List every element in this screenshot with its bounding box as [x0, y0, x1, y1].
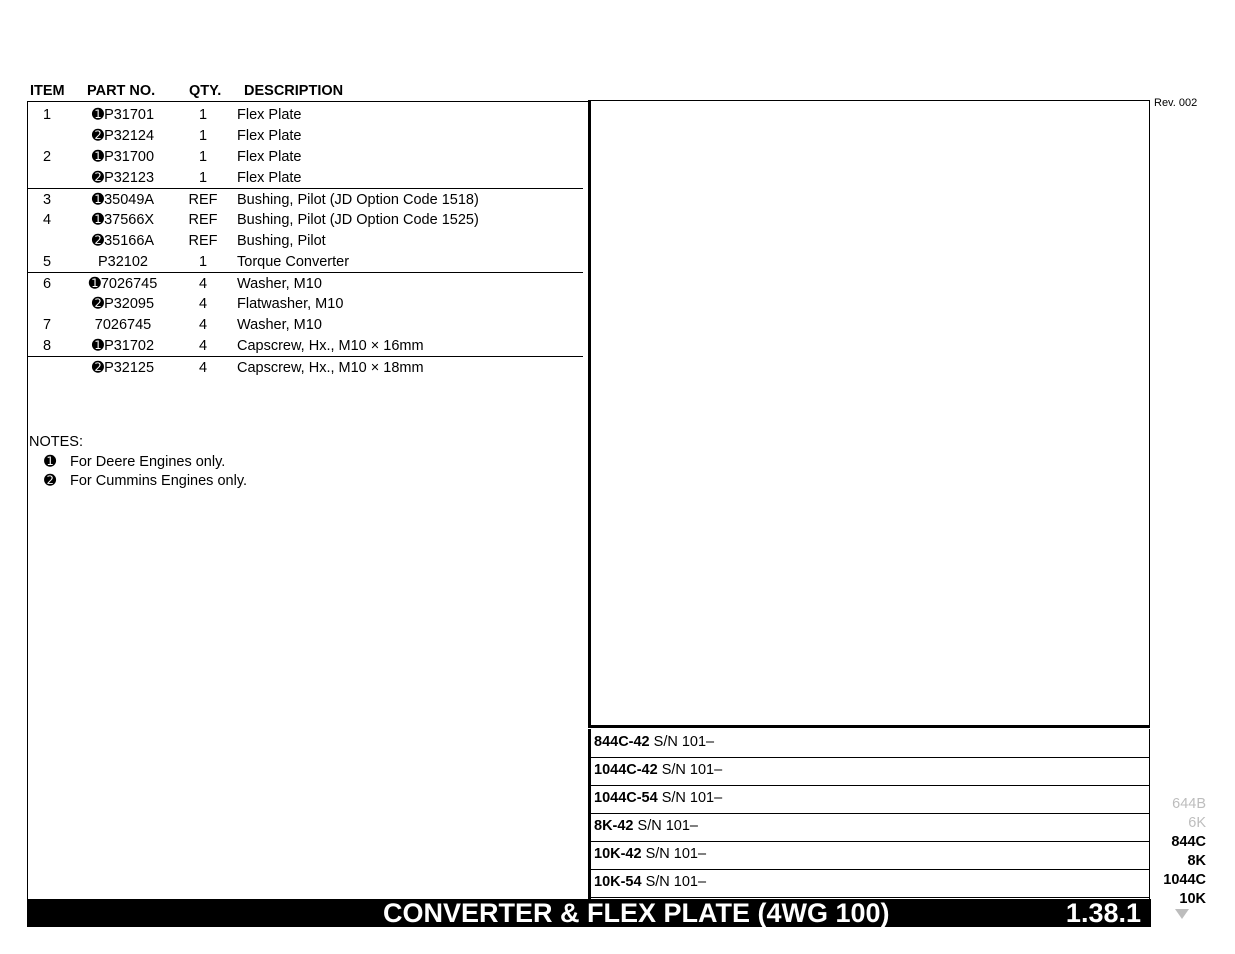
part-number-cell: ➋P32124	[91, 128, 155, 144]
description-cell: Flex Plate	[237, 107, 302, 123]
serial-row	[591, 813, 1150, 842]
item-cell: 5	[42, 254, 52, 270]
model-index-item[interactable]: 6K	[1188, 815, 1206, 831]
description-cell: Flex Plate	[237, 128, 302, 144]
serial-range: S/N 101–	[661, 762, 723, 778]
qty-cell: 4	[198, 276, 208, 292]
header-description: DESCRIPTION	[244, 83, 344, 99]
note-bullet: ➋	[44, 473, 57, 489]
model-name: 10K-42	[594, 846, 642, 862]
item-cell: 2	[42, 149, 52, 165]
serial-entry	[594, 762, 722, 778]
model-index-item[interactable]: 644B	[1172, 796, 1206, 812]
serial-row	[591, 841, 1150, 870]
qty-cell: 1	[198, 149, 208, 165]
table-row	[28, 251, 583, 272]
serial-entry	[594, 846, 706, 862]
qty-cell: 4	[198, 296, 208, 312]
part-number-cell: ➋35166A	[91, 233, 155, 249]
header-item: ITEM	[30, 83, 65, 99]
item-cell: 7	[42, 317, 52, 333]
serial-entry	[594, 734, 714, 750]
model-index-item[interactable]: 10K	[1179, 891, 1206, 907]
qty-cell: 4	[198, 338, 208, 354]
model-index-item[interactable]: 844C	[1171, 834, 1206, 850]
note-text: For Deere Engines only.	[70, 454, 226, 470]
model-index	[1152, 795, 1206, 909]
serial-row	[591, 757, 1150, 786]
model-index-item[interactable]: 8K	[1187, 853, 1206, 869]
item-cell: 4	[42, 212, 52, 228]
description-cell: Bushing, Pilot	[237, 233, 326, 249]
serial-entry	[594, 790, 722, 806]
revision-label: Rev. 002	[1154, 97, 1198, 109]
illustration-panel	[588, 100, 1150, 728]
page-title: CONVERTER & FLEX PLATE (4WG 100)	[383, 898, 890, 928]
qty-cell: REF	[188, 212, 218, 228]
serial-range: S/N 101–	[645, 846, 707, 862]
description-cell: Capscrew, Hx., M10 × 18mm	[237, 360, 424, 376]
page-number: 1.38.1	[1065, 898, 1141, 928]
serial-range: S/N 101–	[661, 790, 723, 806]
model-index-item[interactable]: 1044C	[1163, 872, 1206, 888]
description-cell: Flex Plate	[237, 170, 302, 186]
note-text: For Cummins Engines only.	[70, 473, 248, 489]
serial-range: S/N 101–	[645, 874, 707, 890]
table-row	[28, 146, 583, 167]
description-cell: Bushing, Pilot (JD Option Code 1518)	[237, 192, 479, 208]
part-number-cell: ➊37566X	[91, 212, 155, 228]
table-row	[28, 272, 583, 294]
item-cell: 8	[42, 338, 52, 354]
qty-cell: REF	[188, 192, 218, 208]
qty-cell: 1	[198, 107, 208, 123]
part-number-cell: ➊35049A	[91, 192, 155, 208]
description-cell: Capscrew, Hx., M10 × 16mm	[237, 338, 424, 354]
table-row	[28, 104, 583, 125]
item-cell: 6	[42, 276, 52, 292]
footer-bar	[27, 899, 1151, 927]
item-cell: 3	[42, 192, 52, 208]
description-cell: Flex Plate	[237, 149, 302, 165]
part-number-cell: ➋P32123	[91, 170, 155, 186]
table-row	[28, 230, 583, 251]
part-number-cell: ➋P32095	[91, 296, 155, 312]
part-number-cell: P32102	[98, 254, 148, 270]
table-row	[28, 356, 583, 378]
description-cell: Flatwasher, M10	[237, 296, 344, 312]
part-number-cell: ➊7026745	[88, 276, 158, 292]
note-bullet: ➊	[44, 454, 57, 470]
part-number-cell: 7026745	[94, 317, 152, 333]
model-name: 844C-42	[594, 734, 650, 750]
part-number-cell: ➊P31701	[91, 107, 155, 123]
table-row	[28, 125, 583, 146]
part-number-cell: ➋P32125	[91, 360, 155, 376]
description-cell: Bushing, Pilot (JD Option Code 1525)	[237, 212, 479, 228]
serial-number-table	[588, 729, 1150, 899]
description-cell: Washer, M10	[237, 317, 322, 333]
header-qty: QTY.	[189, 83, 222, 99]
qty-cell: 1	[198, 128, 208, 144]
serial-row	[591, 869, 1150, 898]
model-name: 1044C-54	[594, 790, 658, 806]
serial-row	[591, 729, 1150, 758]
notes-title: NOTES:	[29, 434, 83, 450]
serial-entry	[594, 818, 698, 834]
down-triangle-icon[interactable]	[1172, 906, 1192, 922]
header-part-no: PART NO.	[87, 83, 156, 99]
table-row	[28, 209, 583, 230]
serial-entry	[594, 874, 706, 890]
description-cell: Torque Converter	[237, 254, 350, 270]
model-name: 1044C-42	[594, 762, 658, 778]
serial-row	[591, 785, 1150, 814]
table-row	[28, 167, 583, 188]
serial-range: S/N 101–	[637, 818, 698, 834]
model-name: 10K-54	[594, 874, 642, 890]
serial-range: S/N 101–	[653, 734, 715, 750]
qty-cell: 4	[198, 317, 208, 333]
part-number-cell: ➊P31700	[91, 149, 155, 165]
table-row	[28, 188, 583, 210]
table-row	[28, 335, 583, 356]
part-number-cell: ➊P31702	[91, 338, 155, 354]
table-row	[28, 314, 583, 335]
table-row	[28, 293, 583, 314]
qty-cell: REF	[188, 233, 218, 249]
qty-cell: 1	[198, 170, 208, 186]
qty-cell: 4	[198, 360, 208, 376]
description-cell: Washer, M10	[237, 276, 322, 292]
model-name: 8K-42	[594, 818, 634, 834]
qty-cell: 1	[198, 254, 208, 270]
item-cell: 1	[42, 107, 52, 123]
